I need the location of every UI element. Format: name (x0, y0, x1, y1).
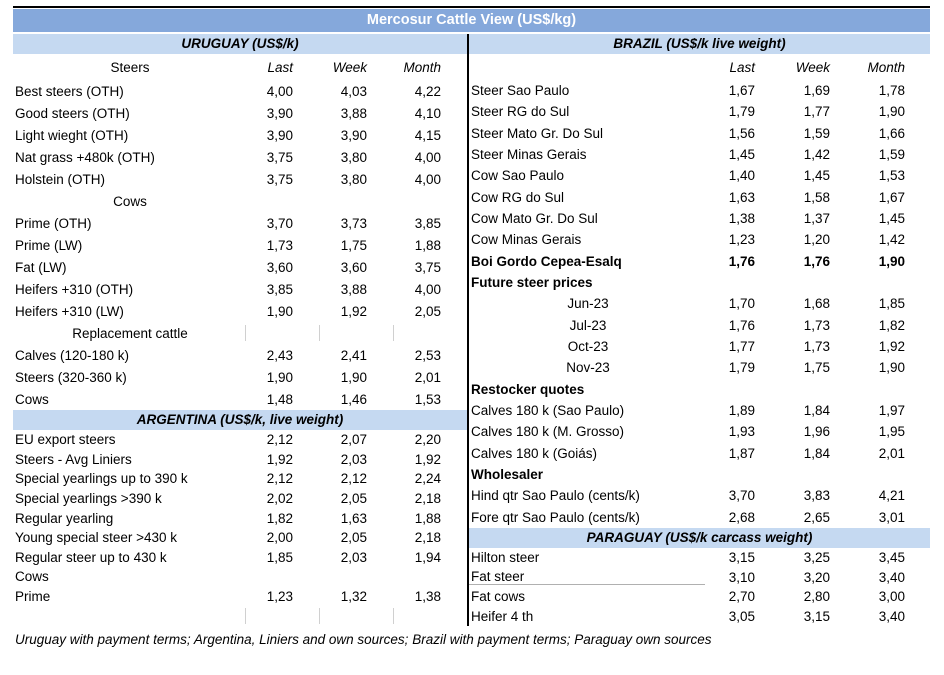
cell-last: 1,45 (728, 147, 755, 163)
cell-week: 1,20 (803, 232, 830, 248)
row-label: Wholesaler (471, 467, 544, 483)
table-row (469, 587, 930, 607)
table-row (469, 123, 930, 144)
cell-week: 1,92 (340, 303, 367, 319)
cell-month: 4,00 (414, 171, 441, 187)
cell-week: 4,03 (340, 83, 367, 99)
table-row (469, 315, 930, 336)
top-border-rule (13, 6, 930, 8)
table-row (469, 165, 930, 186)
cell-last: 3,70 (266, 215, 293, 231)
cell-week: 1,68 (803, 296, 830, 312)
cell-month: 4,21 (878, 488, 905, 504)
table-row (469, 421, 930, 442)
row-label: Prime (OTH) (15, 215, 92, 231)
cell-week: 1,46 (340, 391, 367, 407)
table-row (13, 366, 467, 388)
table-row (469, 80, 930, 101)
cell-month: 1,97 (878, 403, 905, 419)
cell-month: 2,18 (414, 491, 441, 507)
cell-week: 1,73 (803, 317, 830, 333)
row-label: Replacement cattle (72, 325, 188, 341)
paraguay-rows (469, 548, 930, 626)
cell-month: 1,82 (878, 317, 905, 333)
cell-last: 1,76 (728, 317, 755, 333)
row-label: Cows (15, 391, 49, 407)
row-label: Hilton steer (471, 550, 540, 566)
cell-month: 2,05 (414, 303, 441, 319)
cell-week: 2,12 (340, 471, 367, 487)
row-label: Steers - Avg Liniers (15, 451, 132, 467)
table-row (469, 272, 930, 293)
table-row (13, 124, 467, 146)
cell-month: 1,59 (878, 147, 905, 163)
cell-month: 1,53 (414, 391, 441, 407)
cell-last (245, 608, 319, 624)
cell-last: 3,75 (266, 171, 293, 187)
cell-week: 3,80 (340, 171, 367, 187)
cell-week: 3,80 (340, 149, 367, 165)
row-label: Light wieght (OTH) (15, 127, 129, 143)
row-label: EU export steers (15, 432, 116, 448)
cell-last: 1,82 (266, 510, 293, 526)
table-row (13, 606, 467, 626)
cell-week: 1,37 (803, 211, 830, 227)
cell-last: 2,68 (728, 509, 755, 525)
table-row (13, 168, 467, 190)
cell-last: 3,90 (266, 105, 293, 121)
report-body (13, 34, 930, 626)
row-label: Nov-23 (566, 360, 610, 376)
cell-last: 2,02 (266, 491, 293, 507)
cell-last: 1,77 (728, 339, 755, 355)
table-row (469, 485, 930, 506)
table-row (13, 469, 467, 489)
cell-last: 1,63 (728, 189, 755, 205)
cell-month: 2,01 (414, 369, 441, 385)
cell-week: 2,03 (340, 549, 367, 565)
argentina-rows (13, 430, 467, 626)
cell-week: 1,84 (803, 403, 830, 419)
column-header-steers: Steers (110, 59, 150, 75)
row-label: Restocker quotes (471, 381, 585, 397)
cell-month: 1,88 (414, 510, 441, 526)
section-header-argentina: ARGENTINA (US$/k, live weight) (13, 410, 467, 430)
table-row (13, 322, 467, 344)
row-label: Steer RG do Sul (471, 104, 570, 120)
cell-month: 1,53 (878, 168, 905, 184)
row-label: Heifers +310 (OTH) (15, 281, 134, 297)
cell-last: 1,90 (266, 303, 293, 319)
row-label: Regular steer up to 430 k (15, 549, 167, 565)
cell-week: 3,88 (340, 281, 367, 297)
row-label: Fat steer (469, 569, 705, 585)
cell-month: 1,95 (878, 424, 905, 440)
row-label: Calves 180 k (Sao Paulo) (471, 403, 625, 419)
cell-last: 1,23 (266, 589, 293, 605)
row-label: Cow RG do Sul (471, 189, 565, 205)
table-row (469, 379, 930, 400)
cell-month: 3,00 (878, 589, 905, 605)
row-label: Prime (LW) (15, 237, 83, 253)
cell-week: 1,84 (803, 445, 830, 461)
cell-month: 4,15 (414, 127, 441, 143)
cell-month: 2,24 (414, 471, 441, 487)
table-row (469, 293, 930, 314)
cell-week: 1,63 (340, 510, 367, 526)
row-label: Nat grass +480k (OTH) (15, 149, 155, 165)
cell-last: 2,12 (266, 432, 293, 448)
cell-last: 4,00 (266, 83, 293, 99)
cell-week: 2,41 (340, 347, 367, 363)
table-row (13, 212, 467, 234)
row-label: Fat (LW) (15, 259, 67, 275)
cell-last: 2,70 (728, 589, 755, 605)
cell-week: 3,90 (340, 127, 367, 143)
cell-week: 2,80 (803, 589, 830, 605)
cell-month: 3,45 (878, 550, 905, 566)
table-row (13, 567, 467, 587)
table-row (469, 464, 930, 485)
left-column (13, 34, 467, 626)
column-header-last: Last (729, 59, 755, 75)
row-label: Cows (113, 193, 147, 209)
cell-last: 1,93 (728, 424, 755, 440)
cell-month: 3,85 (414, 215, 441, 231)
row-label: Fat cows (471, 589, 526, 605)
row-label: Calves 180 k (M. Grosso) (471, 424, 625, 440)
cell-month: 2,53 (414, 347, 441, 363)
cell-week: 1,59 (803, 125, 830, 141)
row-label: Cow Minas Gerais (471, 232, 582, 248)
section-header-uruguay: URUGUAY (US$/k) (13, 34, 467, 54)
table-row (13, 548, 467, 568)
cell-month: 1,66 (878, 125, 905, 141)
cell-last: 1,87 (728, 445, 755, 461)
cell-month: 1,90 (878, 253, 905, 269)
table-row (13, 80, 467, 102)
row-label: Hind qtr Sao Paulo (cents/k) (471, 488, 640, 504)
report-sheet (13, 6, 930, 647)
cell-last: 3,70 (728, 488, 755, 504)
cell-week: 3,83 (803, 488, 830, 504)
cell-week: 3,20 (803, 569, 830, 585)
row-label: Good steers (OTH) (15, 105, 130, 121)
cell-month: 1,90 (878, 360, 905, 376)
cell-week: 1,75 (803, 360, 830, 376)
cell-week: 1,58 (803, 189, 830, 205)
cell-month: 1,45 (878, 211, 905, 227)
row-label: Best steers (OTH) (15, 83, 124, 99)
table-row (13, 430, 467, 450)
row-label: Regular yearling (15, 510, 114, 526)
cell-week: 1,32 (340, 589, 367, 605)
column-header-row-left (13, 54, 467, 80)
cell-week: 1,90 (340, 369, 367, 385)
cell-month: 1,38 (414, 589, 441, 605)
row-label: Future steer prices (471, 275, 593, 291)
cell-week: 2,07 (340, 432, 367, 448)
row-label: Special yearlings >390 k (15, 491, 162, 507)
table-row (469, 568, 930, 588)
column-header-month: Month (403, 59, 441, 75)
table-row (13, 528, 467, 548)
cell-last: 1,23 (728, 232, 755, 248)
cell-last: 1,67 (728, 83, 755, 99)
cell-last (245, 325, 319, 341)
table-row (13, 256, 467, 278)
row-label: Heifer 4 th (471, 608, 534, 624)
cell-week: 1,69 (803, 83, 830, 99)
cell-month: 1,92 (878, 339, 905, 355)
row-label: Cow Mato Gr. Do Sul (471, 211, 598, 227)
cell-week: 2,03 (340, 451, 367, 467)
table-row (469, 443, 930, 464)
cell-last: 1,56 (728, 125, 755, 141)
table-row (13, 278, 467, 300)
brazil-rows (469, 80, 930, 528)
cell-month (393, 608, 467, 624)
table-row (13, 190, 467, 212)
table-row (469, 548, 930, 568)
cell-week: 1,75 (340, 237, 367, 253)
row-label: Jun-23 (567, 296, 609, 312)
section-header-brazil: BRAZIL (US$/k live weight) (469, 34, 930, 54)
column-header-week: Week (332, 59, 367, 75)
cell-week: 1,96 (803, 424, 830, 440)
row-label: Cows (15, 569, 49, 585)
row-label: Fore qtr Sao Paulo (cents/k) (471, 509, 640, 525)
table-row (469, 336, 930, 357)
cell-month: 4,00 (414, 149, 441, 165)
row-label: Steers (320-360 k) (15, 369, 127, 385)
row-label: Holstein (OTH) (15, 171, 106, 187)
cell-week (319, 608, 393, 624)
cell-last: 3,75 (266, 149, 293, 165)
cell-last: 1,40 (728, 168, 755, 184)
cell-month: 1,90 (878, 104, 905, 120)
cell-last: 1,38 (728, 211, 755, 227)
uruguay-rows (13, 80, 467, 410)
table-row (469, 144, 930, 165)
column-header-month: Month (867, 59, 905, 75)
cell-last: 1,85 (266, 549, 293, 565)
page-title: Mercosur Cattle View (US$/kg) (13, 9, 930, 32)
cell-last: 1,73 (266, 237, 293, 253)
cell-week: 3,25 (803, 550, 830, 566)
cell-month: 3,01 (878, 509, 905, 525)
cell-last: 1,90 (266, 369, 293, 385)
cell-last: 3,90 (266, 127, 293, 143)
cell-month: 2,01 (878, 445, 905, 461)
section-header-paraguay: PARAGUAY (US$/k carcass weight) (469, 528, 930, 548)
row-label: Prime (15, 589, 51, 605)
table-row (13, 146, 467, 168)
right-column (467, 34, 930, 626)
cell-last: 1,76 (728, 253, 755, 269)
cell-last: 1,79 (728, 360, 755, 376)
cell-month: 2,18 (414, 530, 441, 546)
column-header-last: Last (267, 59, 293, 75)
table-row (13, 300, 467, 322)
cell-month: 4,00 (414, 281, 441, 297)
table-row (469, 229, 930, 250)
cell-last: 1,48 (266, 391, 293, 407)
cell-last: 2,12 (266, 471, 293, 487)
table-row (469, 251, 930, 272)
cell-last: 3,15 (728, 550, 755, 566)
table-row (13, 234, 467, 256)
cell-week (319, 325, 393, 341)
column-header-week: Week (795, 59, 830, 75)
cell-last: 1,79 (728, 104, 755, 120)
table-row (13, 489, 467, 509)
table-row (469, 187, 930, 208)
cell-week: 2,05 (340, 530, 367, 546)
row-label: Jul-23 (569, 317, 607, 333)
cell-week: 3,88 (340, 105, 367, 121)
table-row (469, 208, 930, 229)
cell-month: 1,78 (878, 83, 905, 99)
cell-month: 1,67 (878, 189, 905, 205)
row-label: Calves (120-180 k) (15, 347, 130, 363)
table-row (469, 101, 930, 122)
table-row (13, 102, 467, 124)
cell-week: 1,73 (803, 339, 830, 355)
row-label: Steer Mato Gr. Do Sul (471, 125, 604, 141)
row-label: Cow Sao Paulo (471, 168, 565, 184)
row-label: Calves 180 k (Goiás) (471, 445, 598, 461)
table-row (469, 607, 930, 627)
cell-month: 1,85 (878, 296, 905, 312)
cell-month: 3,40 (878, 569, 905, 585)
cell-week: 1,76 (803, 253, 830, 269)
row-label: Boi Gordo Cepea-Esalq (471, 253, 622, 269)
row-label: Steer Sao Paulo (471, 83, 570, 99)
cell-last: 3,10 (728, 569, 755, 585)
cell-week: 1,77 (803, 104, 830, 120)
cell-month: 4,22 (414, 83, 441, 99)
table-row (13, 388, 467, 410)
cell-month: 1,42 (878, 232, 905, 248)
cell-week: 1,45 (803, 168, 830, 184)
cell-month: 1,94 (414, 549, 441, 565)
cell-week: 2,65 (803, 509, 830, 525)
table-row (469, 400, 930, 421)
table-row (469, 507, 930, 528)
cell-last: 1,89 (728, 403, 755, 419)
source-note: Uruguay with payment terms; Argentina, Liniers and own sources; Brazil with payment terms; Paraguay own sources (15, 632, 712, 647)
row-label: Young special steer >430 k (15, 530, 177, 546)
cell-week: 1,42 (803, 147, 830, 163)
table-row (469, 357, 930, 378)
cell-month: 3,75 (414, 259, 441, 275)
row-label: Heifers +310 (LW) (15, 303, 124, 319)
cell-month (393, 325, 467, 341)
cell-last: 3,60 (266, 259, 293, 275)
table-row (13, 344, 467, 366)
cell-last: 3,85 (266, 281, 293, 297)
cell-week: 3,15 (803, 608, 830, 624)
cell-month: 4,10 (414, 105, 441, 121)
column-header-row-right (469, 54, 930, 80)
cell-last: 1,92 (266, 451, 293, 467)
row-label: Oct-23 (567, 339, 609, 355)
cell-last: 2,00 (266, 530, 293, 546)
table-row (13, 450, 467, 470)
cell-month: 3,40 (878, 608, 905, 624)
cell-month: 2,20 (414, 432, 441, 448)
cell-week: 3,73 (340, 215, 367, 231)
cell-month: 1,92 (414, 451, 441, 467)
cell-last: 2,43 (266, 347, 293, 363)
cell-month: 1,88 (414, 237, 441, 253)
cell-week: 3,60 (340, 259, 367, 275)
row-label: Special yearlings up to 390 k (15, 471, 188, 487)
table-row (13, 508, 467, 528)
cell-last: 1,70 (728, 296, 755, 312)
row-label: Steer Minas Gerais (471, 147, 587, 163)
cell-last: 3,05 (728, 608, 755, 624)
table-row (13, 587, 467, 607)
cell-week: 2,05 (340, 491, 367, 507)
